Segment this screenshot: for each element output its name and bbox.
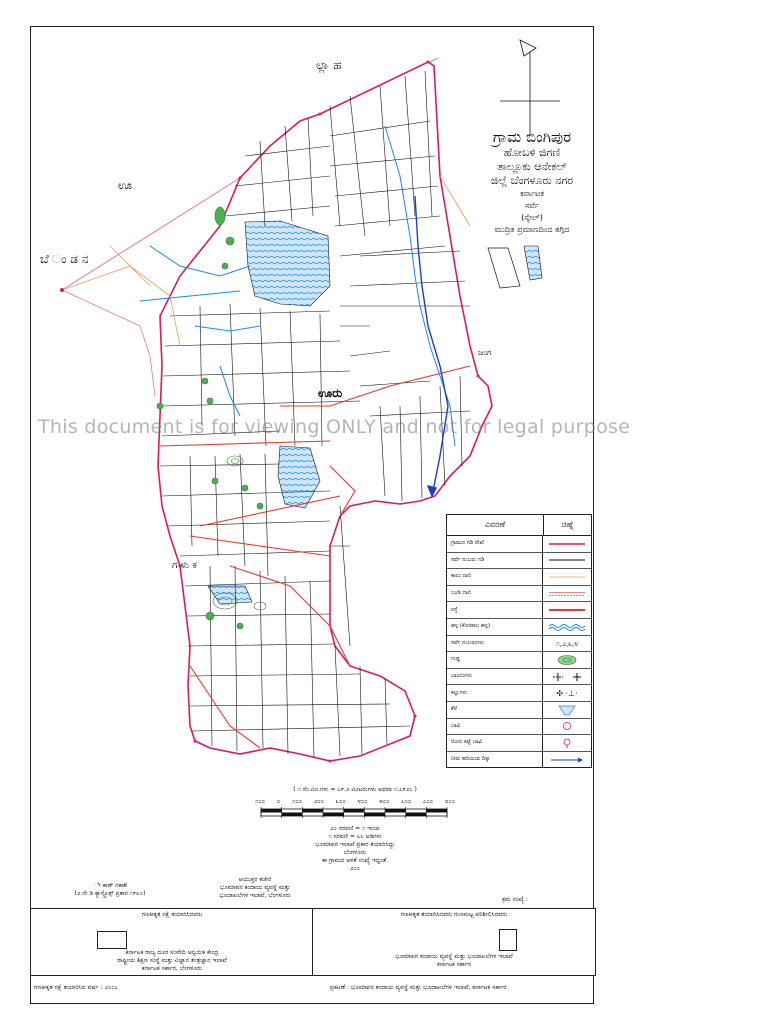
- boundary-stones-icon: [543, 669, 591, 685]
- serial-number-label: ಕ್ರಮ ಸಂಖ್ಯೆ :: [502, 896, 528, 903]
- legend-header-description: ವಿವರಣೆ: [447, 515, 544, 535]
- footer-left-note: [40, 882, 180, 898]
- legend-label: ಹಳ್ಳ (ಕೊರಕಲು ಹಳ್ಳ): [447, 619, 543, 635]
- office-location: ಭೂದಾಖಲೆಗಳ ಇಲಾಖೆ, ಬೆಂಗಳೂರು: [219, 892, 291, 899]
- legend-row-road: [447, 602, 591, 619]
- legend-row-footpath: [447, 569, 591, 586]
- district-name: ಜಿಲ್ಲೆ ಬೆಂಗಳೂರು ನಗರ: [490, 174, 574, 187]
- neighbour-label-bottom-left: ಗ ಳು ಕ: [172, 560, 197, 571]
- well-icon: [543, 719, 591, 735]
- cart-track-icon: [543, 586, 591, 602]
- verified-by-title: ಗಣಕೀಕೃತ ತಯಾರಿಸಿದವರು ಗುಣಮಟ್ಟ ಪರಿಶೀಲಿಸಿದವರು: [400, 911, 508, 918]
- survey-label: ಸರ್ವೆ: [525, 201, 539, 210]
- village-boundary-icon: [543, 536, 591, 552]
- stones-icon: [543, 685, 591, 701]
- neighbour-label-left-upper: ಊ: [118, 178, 133, 192]
- tank-main: [245, 221, 330, 306]
- scale-ticks: [255, 798, 455, 806]
- reduced-note: ಮುದ್ರಿತ ಪ್ರಮಾಣದಿಂದ ತಗ್ಗಿದ: [494, 225, 570, 234]
- scale-tick-label: ೩೦೦: [335, 798, 346, 805]
- village-name: ಗ್ರಾಮ ಬಿಂಗಿಪುರ: [492, 128, 572, 146]
- legend-label: ನೀರು ಹರಿಯುವ ದಿಕ್ಕು: [447, 752, 543, 768]
- legend-row-hill: [447, 652, 591, 669]
- road-icon: [543, 602, 591, 618]
- neighbour-label-right: ಜಂಗ: [478, 348, 492, 357]
- left-note-1: ೀ ಕಾಡ್ ನಕಾಶೆ: [93, 882, 127, 889]
- scale-tick-label: ೬೦೦: [401, 798, 412, 805]
- scale-line-2: ೧ ಸರಪಣಿ = ೬೬ ಅಡಿಗಳು: [328, 833, 382, 840]
- north-arrow: [500, 40, 560, 136]
- prepared-by-sub2: ರಾಷ್ಟ್ರೀಯ ಶಿಕ್ಷಣ ಸಂಸ್ಥೆ ಮತ್ತು ವಿಜ್ಞಾನ ತಂತ್ರಜ್ಞಾನ ಇಲಾಖೆ: [117, 957, 227, 964]
- footer-office: [180, 876, 330, 900]
- digitized-year: ಗಣಕೀಕೃತ ನಕ್ಷೆ ತಯಾರಿಸಿದ ವರ್ಷ : ೨೦೦೭: [34, 984, 118, 991]
- legend-row-boundary-stones: [447, 669, 591, 686]
- scale-line-3: ಭೂಮಾಪನ ಇಲಾಖೆ ಪ್ರಕಾರ ತಯಾರಿಸಿದ್ದು: [315, 841, 395, 848]
- legend-row-well: [447, 719, 591, 736]
- signature-box-left: [97, 931, 127, 949]
- verified-by-sub2: ಕರ್ನಾಟಕ ಸರ್ಕಾರ: [436, 961, 472, 968]
- stepwell-icon: [543, 735, 591, 751]
- legend-label: ಬಾವಿ: [447, 719, 543, 735]
- legend-label: ಕಾಲು ದಾರಿ: [447, 569, 543, 585]
- scale-tick-label: ೨೦೦: [313, 798, 324, 805]
- stream-icon: [543, 619, 591, 635]
- verified-by-box: [312, 908, 596, 976]
- legend-label: ಗ್ರಾಮದ ಗಡಿ ರೇಖೆ: [447, 536, 543, 552]
- village-settlement-label: ಊರು: [318, 386, 343, 400]
- footpath-icon: [543, 569, 591, 585]
- publisher-note: ಪ್ರಕಟಣೆ : ಭೂಮಾಪನ ಕಂದಾಯ ವ್ಯವಸ್ಥೆ ಮತ್ತು ಭೂದಾಖಲೆಗಳ ಇಲಾಖೆ, ಕರ್ನಾಟಕ ಸರ್ಕಾರ: [330, 984, 507, 991]
- flow-direction-icon: [543, 752, 591, 768]
- legend-row-cart-track: [447, 586, 591, 603]
- scale-caption: ( ೧ ಸೆಂ.ಮೀ.ಗಳು = ೭೯.೨ ಮೀಟರುಗಳು ಅಥವಾ ೧:೭೯೨೦ ): [293, 786, 417, 793]
- scale-line-6: ೨೦೦: [349, 865, 361, 872]
- legend-label: ಬಿಂದು ಕಟ್ಟೆ ಬಾವಿ: [447, 735, 543, 751]
- legend-label: ಕೆರೆ: [447, 702, 543, 718]
- scale-area: [255, 786, 455, 873]
- prepared-by-sub1: ಕರ್ನಾಟಕ ರಾಜ್ಯ ದೂರ ಸಂವೇದಿ ಅನ್ವಯಿಕ ಕೇಂದ್ರ: [125, 949, 219, 956]
- scale-line-4: ಬೆಂಗಳೂರು: [343, 849, 367, 856]
- legend-label: ಗುಡ್ಡ: [447, 652, 543, 668]
- legend-row-village-boundary: [447, 536, 591, 553]
- legend-label: ರಸ್ತೆ: [447, 602, 543, 618]
- legend-row-tank: [447, 702, 591, 719]
- scale-bar: [260, 807, 450, 819]
- legend-label: ಬಾಂದುಗಳು: [447, 669, 543, 685]
- scale-tick-label: ೫೦೦: [379, 798, 390, 805]
- scale-tick-label: ೪೦೦: [357, 798, 368, 805]
- signature-box-right: [499, 929, 517, 951]
- legend-label: ಬಂಡಿ ದಾರಿ: [447, 586, 543, 602]
- prepared-by-box: [30, 908, 314, 976]
- legend-row-survey-numbers: [447, 636, 591, 653]
- office-dept: ಭೂಮಾಪನ ಕಂದಾಯ ವ್ಯವಸ್ಥೆ ಮತ್ತು: [219, 884, 291, 891]
- neighbour-label-top: ಲ್ಲಾ ಹ: [316, 58, 342, 72]
- village-boundary: [158, 62, 492, 761]
- scale-line-5: ಈ ಗ್ರಾಮದ ಅಳತೆ ಸಂಖ್ಯೆ ಇದ್ದಂತೆ.: [321, 857, 389, 864]
- legend-row-stepwell: [447, 735, 591, 752]
- legend-row-stones: [447, 685, 591, 702]
- legend-label: ಸರ್ವೆ ನಂಬರು ಗಡಿ: [447, 553, 543, 569]
- scale-tick-label: ೭೦೦: [423, 798, 434, 805]
- office-title: ಆಯುಕ್ತರ ಕಚೇರಿ: [238, 876, 272, 883]
- hill-icon: [543, 652, 591, 668]
- watermark-text: This document is for viewing ONLY and not for legal purpose: [38, 416, 631, 438]
- svg-text:✣ ·⊥·: ✣ ·⊥·: [556, 689, 578, 699]
- legend-label: ಸರ್ವೆ ನಂಬರುಗಳು: [447, 636, 543, 652]
- hobli-name: ಹೋಬಳಿ ಜಿಗಣಿ: [503, 146, 561, 159]
- legend-rows: [447, 536, 591, 767]
- title-sample-shapes: [488, 246, 542, 288]
- scale-tick-label: ೦: [276, 798, 281, 805]
- legend-row-survey-boundary: [447, 553, 591, 570]
- scale-tick-label: ೧೦೦: [291, 798, 303, 805]
- taluk-name: ತಾಲ್ಲೂಕು ಆನೇಕಲ್: [497, 160, 567, 173]
- legend: [446, 514, 592, 768]
- legend-label: ಕಲ್ಲುಗಳು: [447, 685, 543, 701]
- legend-header-symbol: ಚಿಹ್ನೆ: [561, 520, 574, 529]
- scale-tick-label: ೧೦೦: [255, 798, 266, 805]
- state-name: ಕರ್ನಾಟಕ: [520, 189, 544, 198]
- neighbour-boundary-left: [62, 290, 155, 396]
- legend-header: [447, 515, 591, 536]
- survey-numbers-icon: [543, 636, 591, 652]
- legend-row-stream: [447, 619, 591, 636]
- verified-by-sub1: ಭೂಮಾಪನ ಕಂದಾಯ ವ್ಯವಸ್ಥೆ ಮತ್ತು ಭೂದಾಖಲೆಗಳ ಇಲಾಖೆ: [395, 953, 513, 960]
- tank-icon: [543, 702, 591, 718]
- prepared-by-sub3: ಕರ್ನಾಟಕ ಸರ್ಕಾರ, ಬೆಂಗಳೂರು: [141, 965, 203, 972]
- scale-label: (ಸ್ಕೇಲ್): [521, 213, 543, 222]
- left-note-2: (೨ ನೇ ಡಿ ಕ್ಯಾಸ್ಟ್ರೊಕ್ಸ್ ಪ್ರಕಾರ ೧೯೩೦): [74, 890, 146, 897]
- legend-row-flow-direction: [447, 752, 591, 768]
- neighbour-label-left: ಬೆ ಂ ಡ ನ: [40, 252, 89, 266]
- survey-boundary-icon: [543, 553, 591, 569]
- scale-line-1: ೨೦ ಸರಪಣಿ = ೧ ಇಂಚು: [330, 825, 380, 832]
- scale-tick-label: ೮೦೦: [444, 798, 455, 805]
- prepared-by-title: ಗಣಕೀಕೃತ ನಕ್ಷೆ ತಯಾರಿಸಿದವರು: [141, 911, 203, 918]
- title-block: [470, 128, 594, 236]
- svg-text:೧,೨,೩,೪: ೧,೨,೩,೪: [555, 640, 579, 649]
